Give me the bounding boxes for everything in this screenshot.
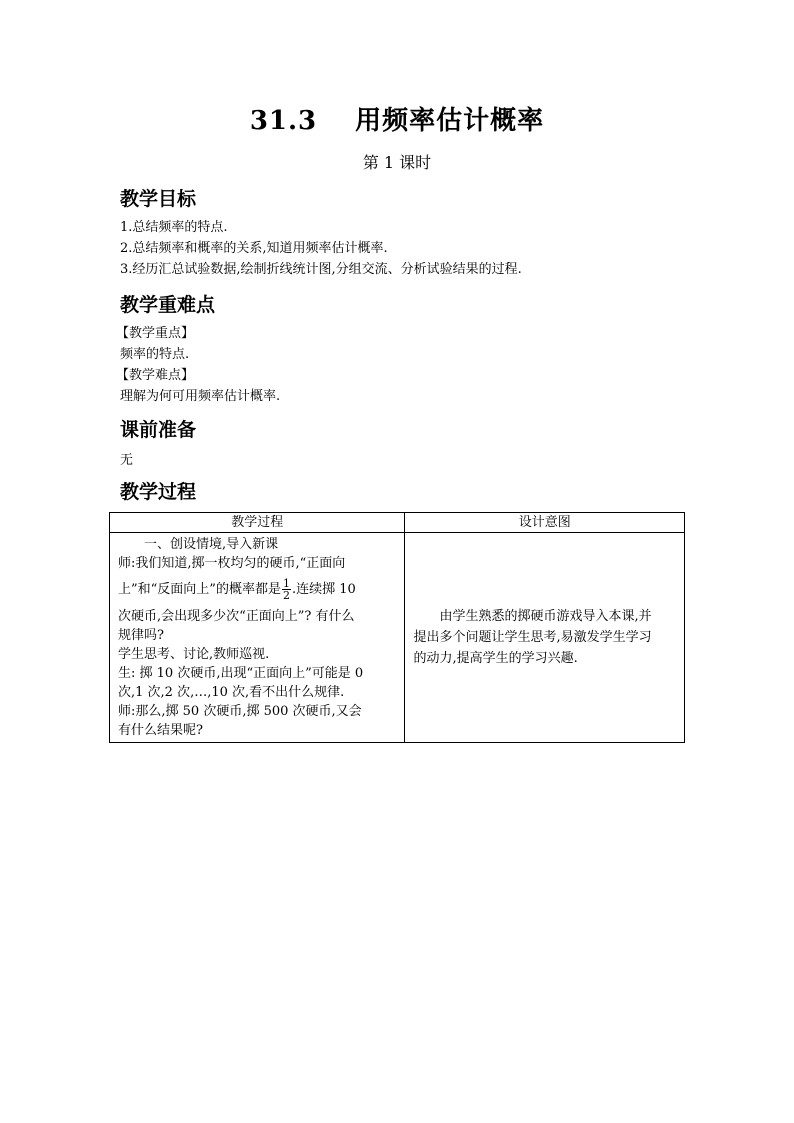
difficulty-text: 理解为何可用频率估计概率.	[120, 389, 281, 404]
difficulty-label: 【教学难点】	[116, 368, 195, 383]
intent-cell	[405, 533, 685, 743]
process-line: 规律吗?	[118, 628, 164, 643]
process-text: .连续掷 10	[291, 582, 356, 597]
process-table	[109, 512, 685, 743]
process-line: 学生思考、讨论,教师巡视.	[118, 647, 270, 662]
table-header-intent: 设计意图	[405, 513, 685, 533]
table-row	[110, 533, 685, 743]
focus-label: 【教学重点】	[116, 326, 195, 341]
page-title	[0, 100, 794, 137]
process-cell	[110, 533, 405, 743]
process-line: 师:我们知道,掷一枚均匀的硬币,“正面向	[118, 556, 346, 571]
fraction-denominator: 2	[282, 589, 290, 602]
goals-heading: 教学目标	[120, 188, 197, 210]
process-line: 有什么结果呢?	[118, 723, 203, 738]
focus-text: 频率的特点.	[120, 347, 190, 362]
process-line: 一、创设情境,导入新课	[144, 537, 279, 552]
fraction-one-half	[282, 578, 291, 601]
goals-section	[120, 187, 720, 280]
preparation-heading: 课前准备	[120, 419, 197, 441]
process-line: 次硬币,会出现多少次“正面向上”? 有什么	[118, 609, 355, 624]
section-number: 31.3	[249, 106, 318, 136]
page-subtitle: 第 1 课时	[362, 153, 432, 172]
process-line: 次,1 次,2 次,…,10 次,看不出什么规律.	[118, 685, 345, 700]
title-text: 用频率估计概率	[355, 106, 545, 136]
process-text: 上”和“反面向上”的概率都是	[118, 582, 281, 597]
intent-line: 由学生熟悉的掷硬币游戏导入本课,并	[439, 609, 652, 624]
goal-item: 3.经历汇总试验数据,绘制折线统计图,分组交流、分析试验结果的过程.	[120, 262, 522, 277]
process-line: 生: 掷 10 次硬币,出现“正面向上”可能是 0	[118, 666, 364, 681]
key-points-heading: 教学重难点	[120, 294, 216, 316]
process-line: 师:那么,掷 50 次硬币,掷 500 次硬币,又会	[118, 704, 362, 719]
process-section	[120, 480, 720, 504]
process-heading: 教学过程	[120, 481, 197, 503]
process-line-fraction	[118, 573, 396, 607]
key-points-section	[116, 293, 720, 407]
intent-line: 的动力,提高学生的学习兴趣.	[413, 651, 578, 666]
intent-line: 提出多个问题让学生思考,易激发学生学习	[413, 630, 652, 645]
table-header-process: 教学过程	[110, 513, 405, 533]
table-header-row	[110, 513, 685, 533]
preparation-text: 无	[120, 453, 134, 468]
fraction-numerator: 1	[282, 577, 290, 590]
preparation-section	[120, 418, 720, 471]
goal-item: 1.总结频率的特点.	[120, 220, 228, 235]
goal-item: 2.总结频率和概率的关系,知道用频率估计概率.	[120, 241, 388, 256]
